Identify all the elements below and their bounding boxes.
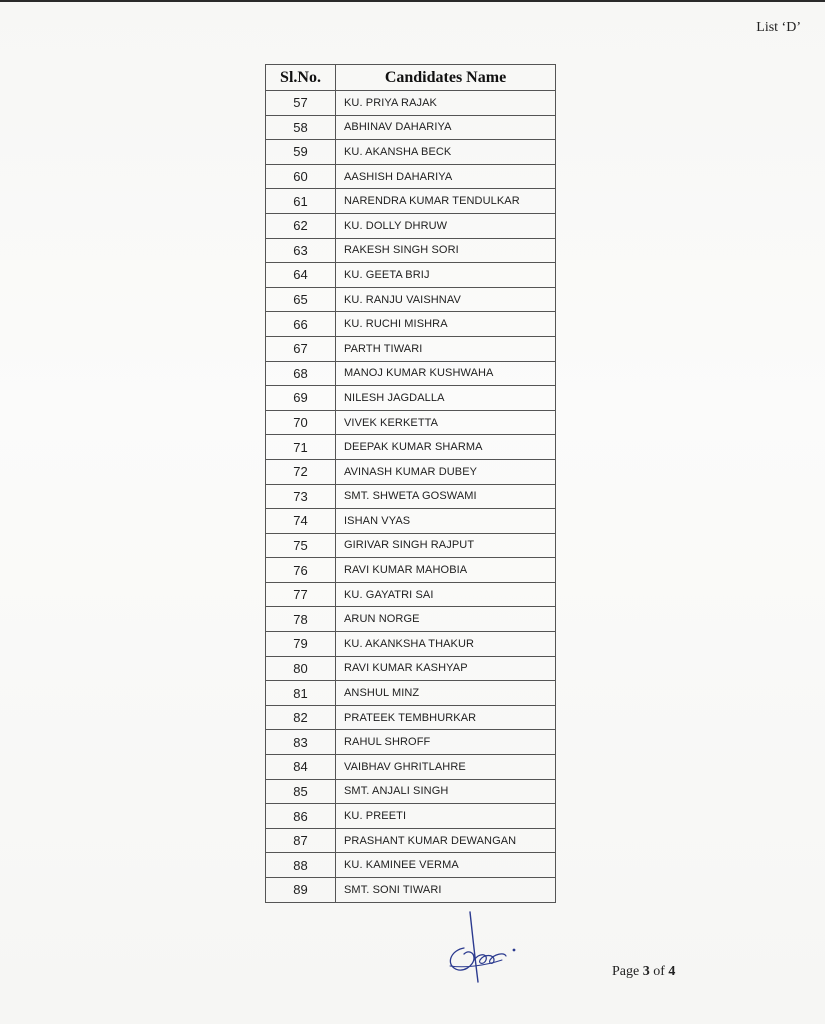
candidate-name-cell: PRASHANT KUMAR DEWANGAN [336, 828, 556, 853]
candidate-name-cell: RAVI KUMAR MAHOBIA [336, 558, 556, 583]
table-row [266, 115, 556, 140]
candidate-name-cell: KU. RUCHI MISHRA [336, 312, 556, 337]
page-number [612, 964, 675, 980]
table-row [266, 558, 556, 583]
candidate-name-cell: GIRIVAR SINGH RAJPUT [336, 533, 556, 558]
candidate-name-cell: SMT. ANJALI SINGH [336, 779, 556, 804]
serial-number-cell: 83 [266, 730, 336, 755]
serial-number-cell: 71 [266, 435, 336, 460]
serial-number-cell: 66 [266, 312, 336, 337]
serial-number-cell: 81 [266, 681, 336, 706]
candidate-name-cell: KU. GAYATRI SAI [336, 582, 556, 607]
table-row [266, 459, 556, 484]
table-row [266, 164, 556, 189]
candidate-name-cell: AVINASH KUMAR DUBEY [336, 459, 556, 484]
table-body [266, 91, 556, 903]
table-row [266, 189, 556, 214]
serial-number-cell: 89 [266, 878, 336, 903]
table-row [266, 213, 556, 238]
serial-number-cell: 76 [266, 558, 336, 583]
candidate-name-cell: AASHISH DAHARIYA [336, 164, 556, 189]
table-row [266, 361, 556, 386]
table-row [266, 878, 556, 903]
serial-number-cell: 84 [266, 755, 336, 780]
table-row [266, 607, 556, 632]
table-row [266, 730, 556, 755]
table-row [266, 582, 556, 607]
candidate-name-cell: ANSHUL MINZ [336, 681, 556, 706]
serial-number-cell: 73 [266, 484, 336, 509]
serial-number-cell: 58 [266, 115, 336, 140]
serial-number-cell: 59 [266, 140, 336, 165]
candidate-name-cell: NILESH JAGDALLA [336, 386, 556, 411]
candidate-name-cell: VIVEK KERKETTA [336, 410, 556, 435]
page-current: 3 [642, 964, 650, 979]
candidate-name-cell: NARENDRA KUMAR TENDULKAR [336, 189, 556, 214]
page-prefix: Page [612, 964, 643, 979]
serial-number-cell: 65 [266, 287, 336, 312]
serial-number-cell: 60 [266, 164, 336, 189]
candidate-name-cell: SMT. SHWETA GOSWAMI [336, 484, 556, 509]
table-row [266, 705, 556, 730]
candidate-name-cell: PARTH TIWARI [336, 336, 556, 361]
table-row [266, 386, 556, 411]
candidate-name-cell: MANOJ KUMAR KUSHWAHA [336, 361, 556, 386]
serial-number-cell: 86 [266, 804, 336, 829]
candidate-name-cell: ABHINAV DAHARIYA [336, 115, 556, 140]
candidate-name-cell: DEEPAK KUMAR SHARMA [336, 435, 556, 460]
serial-number-cell: 57 [266, 91, 336, 116]
candidate-name-cell: ISHAN VYAS [336, 509, 556, 534]
serial-number-cell: 68 [266, 361, 336, 386]
candidate-name-cell: PRATEEK TEMBHURKAR [336, 705, 556, 730]
candidate-name-cell: KU. PRIYA RAJAK [336, 91, 556, 116]
serial-number-cell: 61 [266, 189, 336, 214]
table-header-row [266, 65, 556, 91]
page-of: of [649, 964, 669, 979]
serial-number-cell: 67 [266, 336, 336, 361]
table-row [266, 509, 556, 534]
list-label: List ‘D’ [756, 20, 801, 35]
table-row [266, 140, 556, 165]
candidate-name-cell: ARUN NORGE [336, 607, 556, 632]
table-row [266, 804, 556, 829]
table-row [266, 828, 556, 853]
serial-number-cell: 85 [266, 779, 336, 804]
serial-number-cell: 75 [266, 533, 336, 558]
table-row [266, 263, 556, 288]
table-row [266, 484, 556, 509]
top-border-line [0, 0, 825, 2]
serial-number-cell: 78 [266, 607, 336, 632]
signature-mark [444, 910, 534, 988]
serial-number-cell: 74 [266, 509, 336, 534]
candidate-name-cell: KU. DOLLY DHRUW [336, 213, 556, 238]
table-row [266, 238, 556, 263]
serial-number-cell: 70 [266, 410, 336, 435]
serial-number-cell: 64 [266, 263, 336, 288]
candidate-name-cell: KU. RANJU VAISHNAV [336, 287, 556, 312]
table-row [266, 435, 556, 460]
candidate-name-cell: KU. AKANSHA BECK [336, 140, 556, 165]
table-row [266, 533, 556, 558]
table-row [266, 656, 556, 681]
table-row [266, 755, 556, 780]
table-row [266, 410, 556, 435]
table-row [266, 91, 556, 116]
table-row [266, 779, 556, 804]
serial-number-cell: 87 [266, 828, 336, 853]
candidate-name-cell: RAKESH SINGH SORI [336, 238, 556, 263]
candidates-table [265, 64, 556, 903]
candidate-name-cell: KU. PREETI [336, 804, 556, 829]
table-row [266, 632, 556, 657]
candidate-name-cell: VAIBHAV GHRITLAHRE [336, 755, 556, 780]
serial-number-cell: 62 [266, 213, 336, 238]
serial-number-cell: 82 [266, 705, 336, 730]
candidate-name-cell: RAHUL SHROFF [336, 730, 556, 755]
page-total: 4 [668, 964, 676, 979]
serial-number-cell: 79 [266, 632, 336, 657]
candidate-name-cell: KU. AKANKSHA THAKUR [336, 632, 556, 657]
table-row [266, 853, 556, 878]
column-header-candidate-name: Candidates Name [336, 65, 556, 91]
table-row [266, 681, 556, 706]
candidate-name-cell: SMT. SONI TIWARI [336, 878, 556, 903]
column-header-sl-no: Sl.No. [266, 65, 336, 91]
table-row [266, 287, 556, 312]
table-row [266, 312, 556, 337]
candidate-name-cell: RAVI KUMAR KASHYAP [336, 656, 556, 681]
serial-number-cell: 80 [266, 656, 336, 681]
table-row [266, 336, 556, 361]
serial-number-cell: 72 [266, 459, 336, 484]
serial-number-cell: 88 [266, 853, 336, 878]
candidate-name-cell: KU. KAMINEE VERMA [336, 853, 556, 878]
serial-number-cell: 63 [266, 238, 336, 263]
serial-number-cell: 77 [266, 582, 336, 607]
candidate-name-cell: KU. GEETA BRIJ [336, 263, 556, 288]
serial-number-cell: 69 [266, 386, 336, 411]
